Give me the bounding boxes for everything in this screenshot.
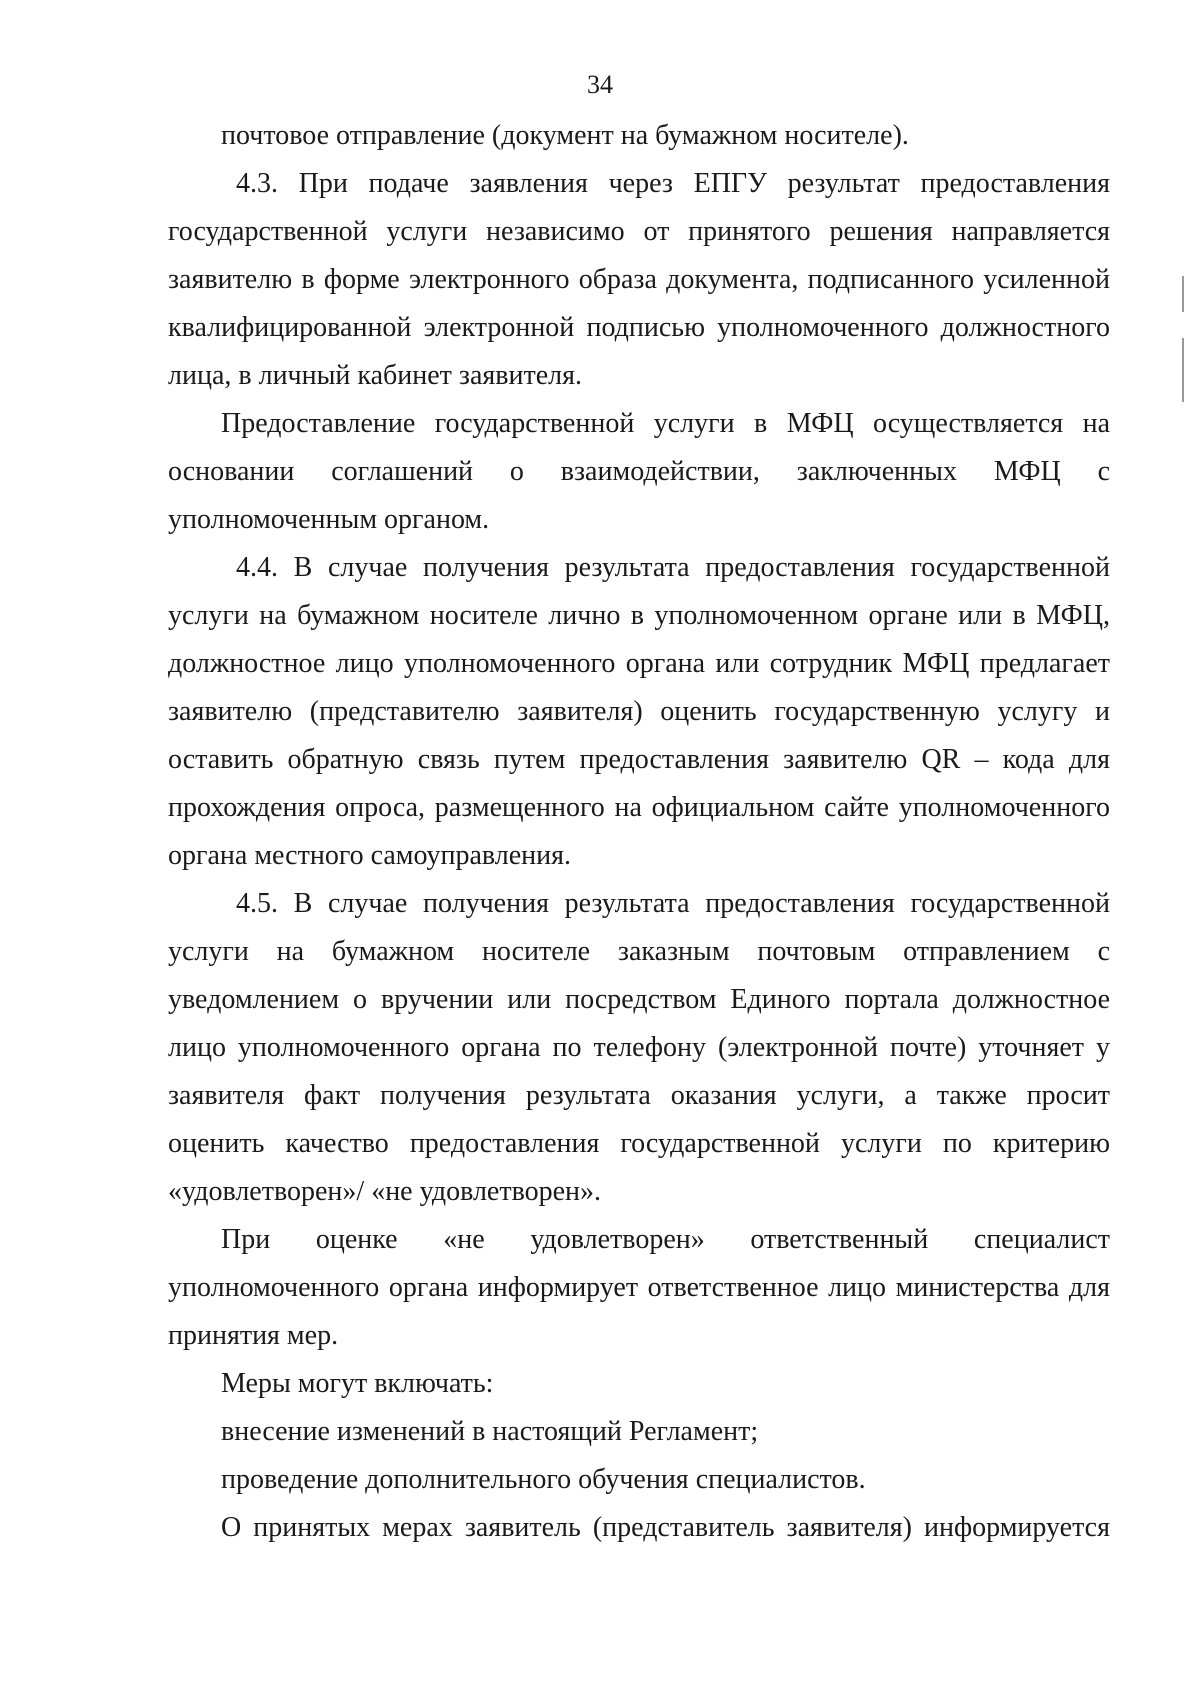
text-line: 4.4. В случае получения результата предоставления государственной bbox=[236, 552, 1110, 583]
text-line: основании соглашений о взаимодействии, заключенных МФЦ с bbox=[168, 456, 1110, 487]
text-line: лица, в личный кабинет заявителя. bbox=[168, 360, 582, 391]
margin-mark bbox=[1182, 338, 1184, 402]
text-line: лицо уполномоченного органа по телефону (электронной почте) уточняет у bbox=[168, 1032, 1110, 1063]
page-number: 34 bbox=[587, 70, 613, 99]
text-line: должностное лицо уполномоченного органа или сотрудник МФЦ предлагает bbox=[168, 648, 1110, 679]
text-line: услуги на бумажном носителе лично в уполномоченном органе или в МФЦ, bbox=[168, 600, 1110, 631]
margin-mark bbox=[1182, 276, 1184, 312]
text-line: уполномоченным органом. bbox=[168, 504, 490, 535]
text-line: оставить обратную связь путем предоставления заявителю QR – кода для bbox=[168, 744, 1110, 775]
text-line: Меры могут включать: bbox=[221, 1368, 494, 1399]
document-body bbox=[168, 112, 1110, 1552]
text-line: Предоставление государственной услуги в МФЦ осуществляется на bbox=[221, 408, 1110, 439]
text-line: уведомлением о вручении или посредством Единого портала должностное bbox=[168, 984, 1110, 1015]
text-line: внесение изменений в настоящий Регламент; bbox=[221, 1416, 759, 1447]
text-line: О принятых мерах заявитель (представитель заявителя) информируется bbox=[221, 1512, 1110, 1543]
text-line: заявителю (представителю заявителя) оценить государственную услугу и bbox=[168, 696, 1110, 727]
text-line: принятия мер. bbox=[168, 1320, 339, 1351]
text-line: государственной услуги независимо от принятого решения направляется bbox=[168, 216, 1110, 247]
text-line: «удовлетворен»/ «не удовлетворен». bbox=[168, 1176, 602, 1207]
text-line: оценить качество предоставления государственной услуги по критерию bbox=[168, 1128, 1110, 1159]
text-line: прохождения опроса, размещенного на официальном сайте уполномоченного bbox=[168, 792, 1110, 823]
text-line: 4.3. При подаче заявления через ЕПГУ результат предоставления bbox=[236, 168, 1110, 199]
text-line: уполномоченного органа информирует ответственное лицо министерства для bbox=[168, 1272, 1110, 1303]
text-line: заявителю в форме электронного образа документа, подписанного усиленной bbox=[168, 264, 1110, 295]
text-line: органа местного самоуправления. bbox=[168, 840, 571, 871]
text-line: квалифицированной электронной подписью уполномоченного должностного bbox=[168, 312, 1110, 343]
text-line: услуги на бумажном носителе заказным почтовым отправлением с bbox=[168, 936, 1110, 967]
text-line: проведение дополнительного обучения специалистов. bbox=[221, 1464, 866, 1495]
text-line: При оценке «не удовлетворен» ответственный специалист bbox=[221, 1224, 1110, 1255]
text-line: заявителя факт получения результата оказания услуги, а также просит bbox=[168, 1080, 1110, 1111]
text-line: почтовое отправление (документ на бумажном носителе). bbox=[221, 120, 909, 151]
text-line: 4.5. В случае получения результата предоставления государственной bbox=[236, 888, 1110, 919]
